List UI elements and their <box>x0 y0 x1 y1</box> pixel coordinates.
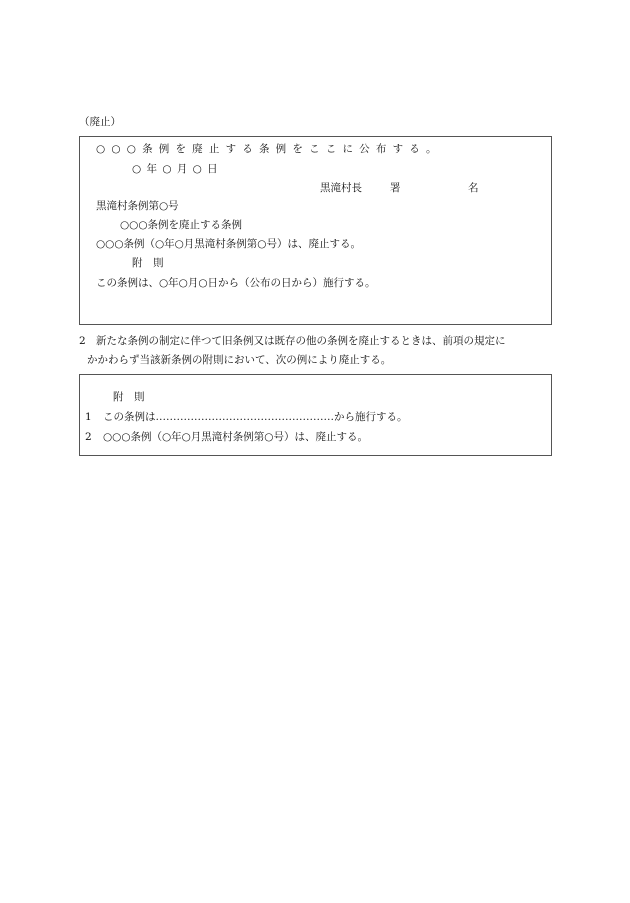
supplementary-text: この条例は、○年○月○日から（公布の日から）施行する。 <box>96 277 376 289</box>
supplementary-heading: 附 則 <box>113 391 145 403</box>
item-text: ○○○条例（○年○月黒滝村条例第○号）は、廃止する。 <box>103 431 368 443</box>
item-text: この条例は……………………………………………から施行する。 <box>103 411 408 423</box>
ordinance-number: 黒滝村条例第○号 <box>96 200 179 212</box>
signature-sign: 署 <box>390 182 401 194</box>
section-heading: （廃止） <box>79 116 121 128</box>
ordinance-body: ○○○条例（○年○月黒滝村条例第○号）は、廃止する。 <box>96 238 361 250</box>
example-box-supplementary <box>79 374 552 456</box>
paragraph-line-1: 新たな条例の制定に伴つて旧条例又は既存の他の条例を廃止するときは、前項の規定に <box>96 335 506 347</box>
signature-name: 名 <box>468 182 479 194</box>
item-number: 2 <box>85 431 92 443</box>
signature-title: 黒滝村長 <box>320 182 362 194</box>
ordinance-title: ○○○条例を廃止する条例 <box>120 219 242 231</box>
paragraph-line-2: かかわらず当該新条例の附則において、次の例により廃止する。 <box>87 354 392 366</box>
item-number: 1 <box>85 411 92 423</box>
paragraph-number: 2 <box>79 335 86 347</box>
example-box-promulgation <box>79 136 552 325</box>
promulgation-date: ○ 年 ○ 月 ○ 日 <box>132 163 218 175</box>
supplementary-heading: 附 則 <box>132 257 164 269</box>
promulgation-statement: ○○○条例を廃止する条例をここに公布する。 <box>96 143 443 155</box>
